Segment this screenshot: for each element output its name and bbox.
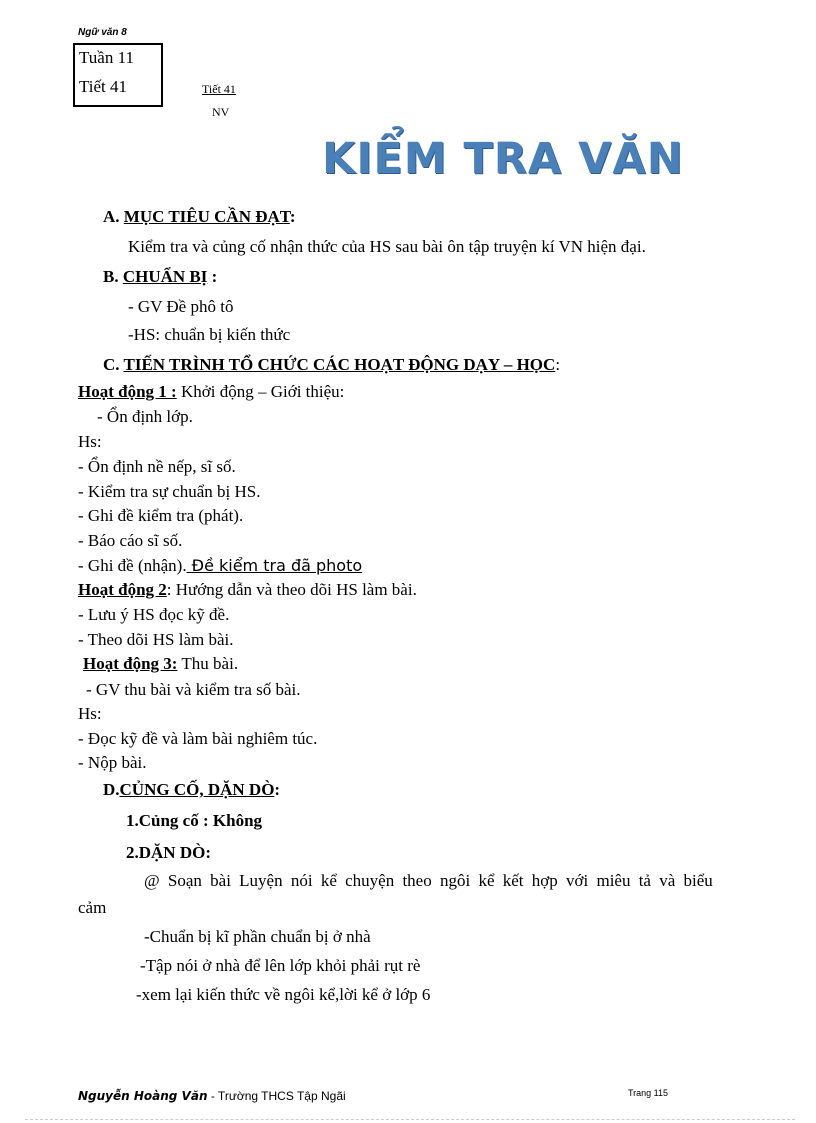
section-c-label: C. (103, 355, 124, 374)
footer-author: Nguyễn Hoàng Văn (78, 1089, 208, 1103)
section-b-title: CHUẨN BỊ (122, 267, 208, 286)
section-d-suffix: : (274, 780, 281, 799)
homework-paragraph-cont: cảm (78, 898, 107, 917)
section-d-title: CỦNG CỐ, DẶN DÒ (119, 780, 275, 799)
activity-2-label: Hoạt động 2 (78, 580, 167, 599)
hs-label: Hs: (78, 432, 102, 451)
activity-2-heading (78, 580, 417, 600)
list-item: - Lưu ý HS đọc kỹ đề. (78, 605, 230, 624)
section-a-text: Kiểm tra và củng cố nhận thức của HS sau bài ôn tập truyện kí VN hiện đại. (128, 237, 646, 256)
page-title: KIỂM TRA VĂN (322, 134, 684, 184)
list-item: - GV Đề phô tô (128, 297, 234, 316)
section-c-title: TIẾN TRÌNH TỔ CHỨC CÁC HOẠT ĐỘNG DẠY – HỌC (123, 355, 556, 374)
list-item: - Ghi đề kiểm tra (phát). (78, 506, 244, 525)
activity-1-heading (78, 382, 344, 402)
list-item: -HS: chuẩn bị kiến thức (128, 325, 291, 344)
section-b-suffix: : (207, 267, 218, 286)
period-small: Tiết 41 (202, 82, 236, 96)
footer-school: - Trường THCS Tập Ngãi (207, 1089, 346, 1103)
section-a-suffix: : (289, 207, 296, 226)
week-label: Tuần 11 (79, 48, 134, 67)
footer-divider (25, 1119, 795, 1120)
hs-label: Hs: (78, 704, 102, 723)
consolidation-line: 1.Củng cố : Không (126, 811, 263, 830)
list-item: - GV thu bài và kiểm tra số bài. (86, 680, 301, 699)
list-item: -xem lại kiến thức về ngôi kể,lời kể ở lớp 6 (136, 985, 431, 1004)
list-item: - Báo cáo sĩ số. (78, 531, 183, 550)
section-c-suffix: : (555, 355, 561, 374)
activity-1-text: Khởi động – Giới thiệu: (176, 382, 345, 401)
list-item: - Nộp bài. (78, 753, 147, 772)
footer (78, 1085, 346, 1105)
list-item: - Theo dõi HS làm bài. (78, 630, 234, 649)
activity-3-text: Thu bài. (177, 654, 239, 673)
genre-label: NV (212, 105, 230, 119)
section-b-heading (103, 267, 217, 287)
activity-1-label: Hoạt động 1 : (78, 382, 177, 401)
homework-paragraph: @ Soạn bài Luyện nói kể chuyện theo ngôi kể kết hợp với miêu tả và biểu (144, 871, 713, 890)
photo-note: Đề kiểm tra đã photo (186, 556, 363, 575)
page-number: Trang 115 (628, 1088, 669, 1098)
section-a-heading (103, 207, 296, 227)
list-item: - Ổn định lớp. (97, 407, 193, 426)
list-item (78, 556, 362, 576)
section-a-title: MỤC TIÊU CẦN ĐẠT (123, 207, 290, 226)
list-item: - Kiểm tra sự chuẩn bị HS. (78, 482, 261, 501)
list-item: -Tập nói ở nhà để lên lớp khỏi phải rụt rè (140, 956, 421, 975)
list-item: - Ổn định nề nếp, sĩ số. (78, 457, 236, 476)
section-b-label: B. (103, 267, 123, 286)
section-d-label: D. (103, 780, 120, 799)
subject-label: Ngữ văn 8 (78, 27, 127, 38)
activity-2-text: : Hướng dẫn và theo dõi HS làm bài. (166, 580, 417, 599)
homework-heading: 2.DẶN DÒ: (126, 843, 211, 862)
section-c-heading (103, 355, 560, 375)
list-item: -Chuẩn bị kĩ phần chuẩn bị ở nhà (144, 927, 371, 946)
list-item: - Đọc kỹ đề và làm bài nghiêm túc. (78, 729, 318, 748)
activity-3-label: Hoạt động 3: (83, 654, 178, 673)
activity-3-heading (83, 654, 238, 674)
week-period-box (73, 43, 163, 107)
section-d-heading (103, 780, 280, 800)
period-label: Tiết 41 (79, 77, 128, 96)
list-item-prefix: - Ghi đề (nhận). (78, 556, 187, 575)
section-a-label: A. (103, 207, 124, 226)
